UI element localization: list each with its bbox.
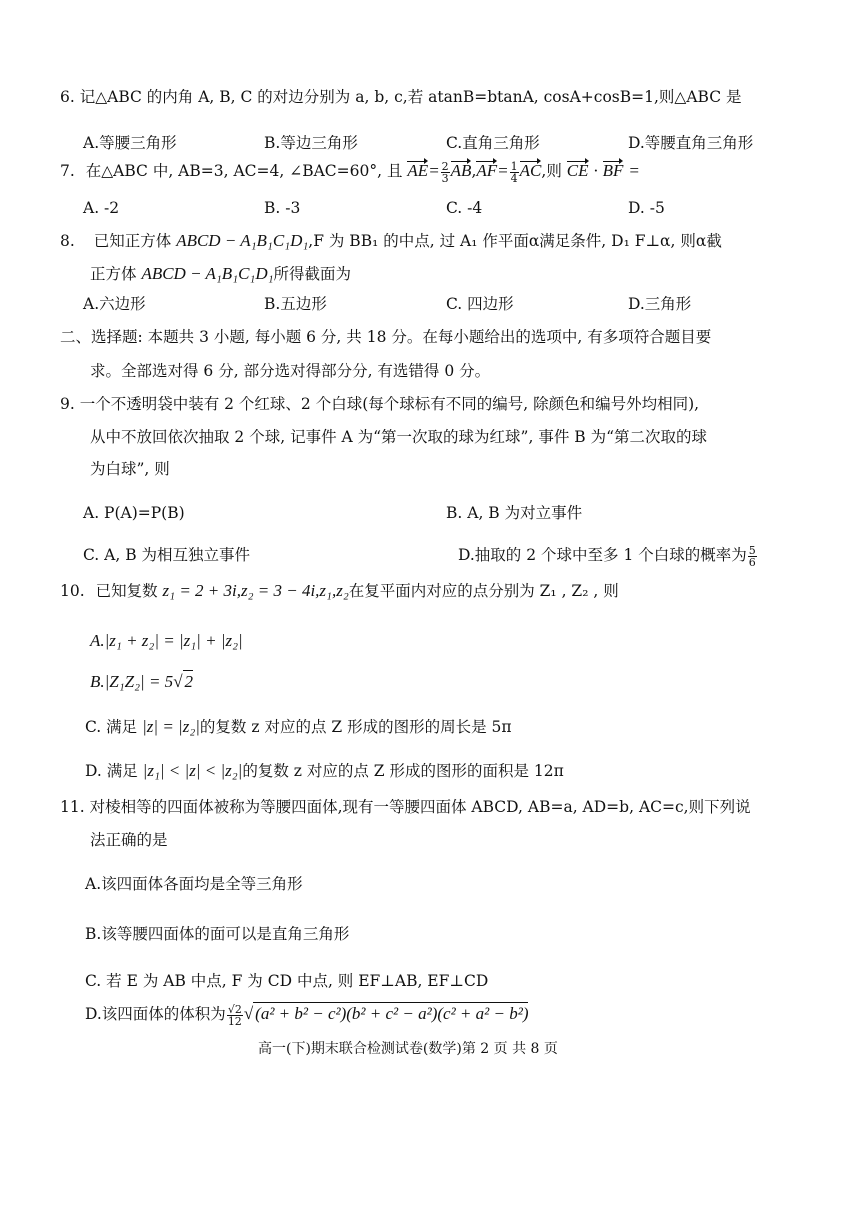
q7-frac2-den: 4	[510, 171, 518, 185]
q11-option-d-text: D.该四面体的体积为	[85, 1005, 226, 1023]
q10-option-b: B.|Z₁Z₂| = 5√ 2	[90, 672, 194, 691]
q7-number: 7.	[60, 162, 75, 180]
q7-text-b: ,则	[541, 162, 562, 180]
q7-option-d: D. -5	[628, 199, 665, 217]
q10-option-c-text-a: C. 满足	[85, 718, 138, 736]
q8-number: 8.	[60, 232, 75, 250]
q8-option-a: A.六边形	[83, 295, 146, 313]
q10-option-a: A.|z₁ + z₂| = |z₁| + |z₂|	[90, 631, 243, 650]
section-2-heading: 二、选择题: 本题共 3 小题, 每小题 6 分, 共 18 分。在每小题给出的选项中, 有多项符合题目要	[60, 328, 712, 346]
page-footer: 高一(下)期末联合检测试卷(数学)第 2 页 共 8 页	[258, 1041, 558, 1057]
q10-option-d-text-a: D. 满足	[85, 762, 138, 780]
q11-frac-num: √2	[227, 1002, 242, 1016]
vector-bf: BF	[602, 161, 624, 180]
q10-option-c-math: |z| = |z₂|	[142, 717, 200, 736]
q8-line2-b: 所得截面为	[273, 265, 352, 283]
q11-option-c: C. 若 E 为 AB 中点, F 为 CD 中点, 则 EF⊥AB, EF⊥CD	[85, 972, 489, 990]
q8-line1-a: 已知正方体	[93, 232, 172, 250]
q10-option-c-text-b: 的复数 z 对应的点 Z 形成的图形的周长是 5π	[199, 718, 512, 736]
q6-option-a: A.等腰三角形	[83, 134, 177, 152]
q11-option-d-fraction	[227, 1004, 243, 1027]
q7-frac2	[510, 161, 519, 184]
section-2-heading-line-2: 求。全部选对得 6 分, 部分选对得部分分, 有选错得 0 分。	[90, 362, 491, 380]
q11-option-a: A.该四面体各面均是全等三角形	[85, 875, 303, 893]
q7-frac1	[441, 161, 450, 184]
q10-option-d-text-b: 的复数 z 对应的点 Z 形成的图形的面积是 12π	[242, 762, 564, 780]
q7-frac2-num: 1	[510, 159, 518, 173]
q6-option-d: D.等腰直角三角形	[628, 134, 754, 152]
q9-option-c: C. A, B 为相互独立事件	[83, 546, 251, 564]
q7-dot: ·	[593, 161, 598, 180]
q7-text-a: 在△ABC 中, AB=3, AC=4, ∠BAC=60°, 且	[85, 162, 403, 180]
question-9-line-2: 从中不放回依次抽取 2 个球, 记事件 A 为“第一次取的球为红球”, 事件 B 为“第二次取的球	[90, 428, 707, 446]
q6-option-b: B.等边三角形	[264, 134, 358, 152]
q9-frac-den: 6	[748, 555, 756, 569]
question-7-stem	[60, 160, 640, 184]
vector-ab: AB	[450, 161, 472, 180]
q10-option-b-text: B.|Z₁Z₂| = 5	[90, 672, 174, 691]
q9-option-a: A. P(A)=P(B)	[83, 504, 185, 522]
question-11-line-2: 法正确的是	[90, 831, 168, 849]
vector-af: AF	[476, 161, 498, 180]
question-9-line-1: 9. 一个不透明袋中装有 2 个红球、2 个白球(每个球标有不同的编号, 除颜色和编号外均相同),	[60, 395, 700, 413]
q8-option-c: C. 四边形	[446, 295, 514, 313]
q8-option-d: D.三角形	[628, 295, 692, 313]
vector-ae: AE	[407, 161, 429, 180]
radical-sign: √	[243, 1004, 254, 1023]
q8-line2-a: 正方体	[90, 265, 137, 283]
q9-frac-num: 5	[748, 543, 756, 557]
q7-eq2: =	[497, 161, 509, 180]
q7-frac1-den: 3	[441, 171, 449, 185]
cube-name-2: ABCD − A₁B₁C₁D₁	[141, 264, 274, 283]
q6-option-c: C.直角三角形	[446, 134, 540, 152]
cube-name: ABCD − A₁B₁C₁D₁	[176, 231, 309, 250]
q8-option-b: B.五边形	[264, 295, 327, 313]
q10-option-d-math: |z₁| < |z| < |z₂|	[142, 761, 243, 780]
q11-frac-den: 12	[227, 1014, 242, 1028]
q9-option-b: B. A, B 为对立事件	[446, 504, 583, 522]
q10-math: z₁ = 2 + 3i,z₂ = 3 − 4i,z₁,z₂	[162, 581, 349, 600]
q11-option-d	[85, 1002, 528, 1027]
q7-eq3: =	[628, 161, 640, 180]
vector-ce: CE	[566, 161, 589, 180]
q10-option-c	[85, 716, 512, 738]
q7-option-b: B. -3	[264, 199, 301, 217]
q7-comma: ,	[471, 162, 477, 180]
question-8-line-1	[60, 230, 722, 252]
q7-eq1: =	[428, 161, 440, 180]
q10-text-b: 在复平面内对应的点分别为 Z₁ , Z₂ , 则	[348, 582, 619, 600]
q9-option-d-fraction	[748, 545, 757, 568]
q7-frac1-num: 2	[441, 159, 449, 173]
question-9-line-3: 为白球”, 则	[90, 460, 170, 478]
q10-option-d	[85, 760, 564, 782]
q8-line1-b: ,F 为 BB₁ 的中点, 过 A₁ 作平面α满足条件, D₁ F⊥α, 则α截	[308, 232, 722, 250]
vector-ac: AC	[519, 161, 542, 180]
q9-option-d-text: D.抽取的 2 个球中至多 1 个白球的概率为	[458, 546, 747, 564]
q10-text-a: 已知复数	[95, 582, 158, 600]
question-11-line-1: 11. 对棱相等的四面体被称为等腰四面体,现有一等腰四面体 ABCD, AB=a, AD=b, AC=c,则下列说	[60, 798, 751, 816]
q7-option-a: A. -2	[83, 199, 120, 217]
q10-number: 10.	[60, 582, 85, 600]
question-8-line-2	[90, 263, 351, 285]
question-10-stem	[60, 580, 619, 602]
q11-option-b: B.该等腰四面体的面可以是直角三角形	[85, 925, 350, 943]
q10-option-b-root: 2	[184, 672, 194, 691]
q7-option-c: C. -4	[446, 199, 483, 217]
q11-option-d-root: (a² + b² − c²)(b² + c² − a²)(c² + a² − b²)	[255, 1004, 529, 1023]
q9-option-d	[458, 544, 758, 568]
question-6-stem: 6. 记△ABC 的内角 A, B, C 的对边分别为 a, b, c,若 atanB=btanA, cosA+cosB=1,则△ABC 是	[60, 88, 742, 106]
